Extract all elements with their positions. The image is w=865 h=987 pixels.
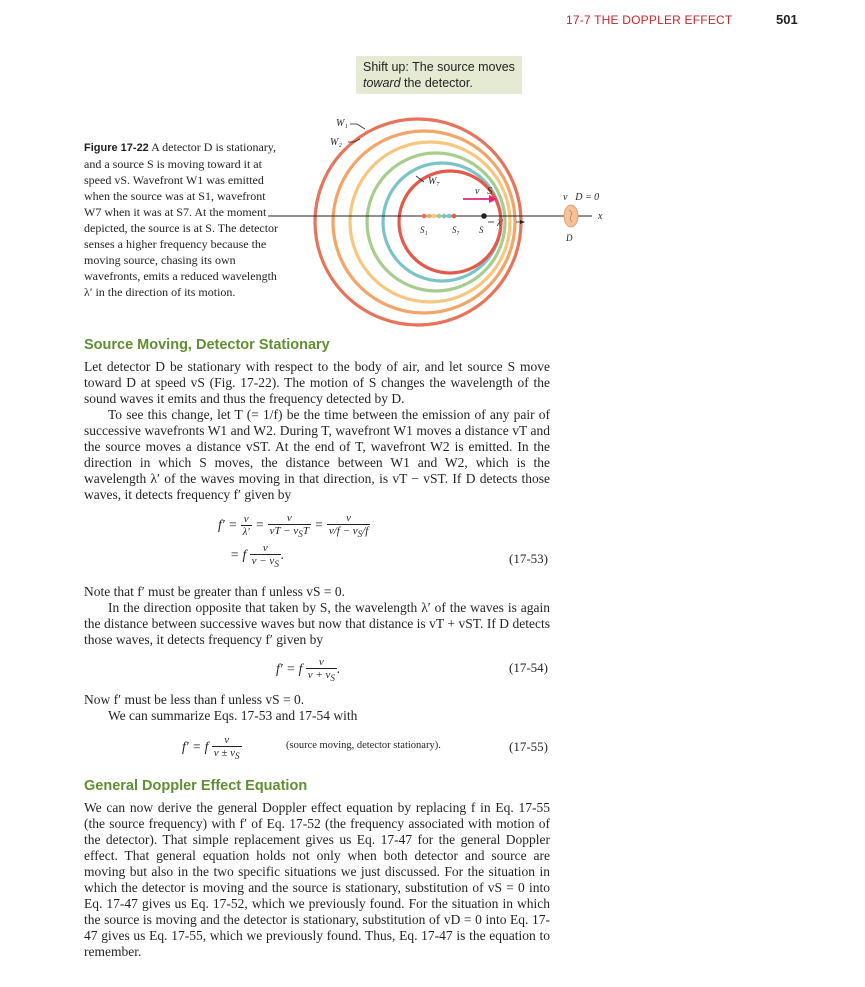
equation-17-53: f′ = $\frac{v}{\lambda'}$ = $\frac{v}{vT - v_ST}$ = $\frac{v}{v/f - v_S/f}$ = f $\frac{v}{v - v_S}$ . bbox=[218, 511, 369, 569]
wavefront-5 bbox=[383, 163, 501, 281]
equation-17-55: f′ = f $\frac{v}{v \pm v_S}$ bbox=[182, 733, 240, 761]
section2-body bbox=[84, 800, 550, 960]
label-d: D bbox=[566, 233, 573, 243]
doppler-figure bbox=[260, 108, 610, 338]
page-header bbox=[0, 13, 865, 29]
label-s1: S₁ bbox=[420, 225, 428, 235]
figure-label: Figure 17-22 bbox=[84, 142, 149, 154]
equation-17-54: f′ = f $\frac{v}{v + v_S}$ . bbox=[276, 655, 341, 683]
paragraph: To see this change, let T (= 1/f) be the time between the emission of any pair of successive wavefronts W1 and W2. During T, wavefront W1 moves a distance vT and the source moves a distance vST. At the end of T, wavefront W2 is emitted. In the direction in which S moves, the distance between W1 and W2, which is the wavelength λ′ of the waves moving in that direction, is vT − vST. If D detects those waves, it detects frequency f′ given by bbox=[84, 407, 550, 502]
paragraph: Note that f′ must be greater than f unless vS = 0. bbox=[84, 584, 346, 599]
section-heading-general: General Doppler Effect Equation bbox=[84, 778, 308, 794]
source-dot bbox=[481, 213, 487, 219]
w1-leader bbox=[350, 124, 365, 129]
paragraph: We can now derive the general Doppler effect equation by replacing f in Eq. 17-55 (the source frequency) with f′ of Eq. 17-52 (the frequency associated with motion of the detector). That simple replacement gives us Eq. 17-47 for the general Doppler effect. That general equation holds not only when both detector and source are moving but also in the two specific situations we just discussed. For the situation in which the detector is moving and the source is stationary, substitution of vS = 0 into Eq. 17-47 gives us Eq. 17-52, which we previously found. For the situation in which the source is moving and the detector is stationary, substitution of vD = 0 into Eq. 17-47 gives us Eq. 17-55, which we previously found. Thus, Eq. 17-47 is the equation to remember. bbox=[84, 800, 550, 959]
wavefront-w2 bbox=[333, 131, 515, 313]
wavefront-3 bbox=[350, 142, 510, 302]
label-lambda: λ′ bbox=[497, 218, 503, 228]
label-x: x bbox=[598, 211, 603, 222]
label-w2: W₂ bbox=[330, 137, 342, 148]
figure-caption bbox=[84, 139, 284, 300]
equation-condition: (source moving, detector stationary). bbox=[286, 740, 441, 751]
label-w1: W₁ bbox=[336, 118, 348, 129]
section-title: 17-7 THE DOPPLER EFFECT bbox=[566, 13, 733, 27]
label-w7: W₇ bbox=[428, 176, 440, 187]
equation-number: (17-53) bbox=[509, 551, 548, 566]
paragraph: Now f′ must be less than f unless vS = 0. bbox=[84, 692, 305, 707]
paragraph: We can summarize Eqs. 17-53 and 17-54 with bbox=[108, 708, 358, 723]
ear-icon bbox=[564, 205, 578, 227]
section1-body-2 bbox=[84, 584, 550, 648]
label-s: S bbox=[479, 225, 484, 235]
label-s7: S₇ bbox=[452, 225, 460, 235]
equation-number: (17-55) bbox=[509, 739, 548, 754]
equation-number: (17-54) bbox=[509, 660, 548, 675]
paragraph: Let detector D be stationary with respect to the body of air, and let source S move toward D at speed vS (Fig. 17-22). The motion of S changes the wavelength of the sound waves it emits and thus the frequency detected by D. bbox=[84, 359, 550, 406]
section1-body bbox=[84, 359, 550, 503]
callout-line-1: Shift up: The source moves bbox=[363, 60, 515, 74]
callout-line-2: the detector. bbox=[400, 76, 473, 90]
page-number: 501 bbox=[776, 12, 798, 27]
figure-callout bbox=[356, 56, 522, 94]
section1-body-3 bbox=[84, 692, 550, 724]
section-heading-source-moving: Source Moving, Detector Stationary bbox=[84, 337, 330, 353]
label-vd: v⃗D = 0 bbox=[563, 192, 600, 203]
paragraph: In the direction opposite that taken by S, the wavelength λ′ of the waves is again the distance between successive waves but now that distance is vT + vST. If D detects those waves, it detects frequency f′ given by bbox=[84, 600, 550, 647]
caption-text: A detector D is stationary, and a source S is moving toward it at speed vS. Wavefront W1 was emitted when the source was at S1, wavefront W7 when it was at S7. At the moment depicted, the source is at S. The detector senses a higher frequency because the moving source, chasing its own wavefronts, emits a reduced wavelength λ′ in the direction of its motion. bbox=[84, 140, 279, 299]
label-vs: v⃗S bbox=[475, 186, 493, 197]
callout-emphasis: toward bbox=[363, 76, 401, 90]
